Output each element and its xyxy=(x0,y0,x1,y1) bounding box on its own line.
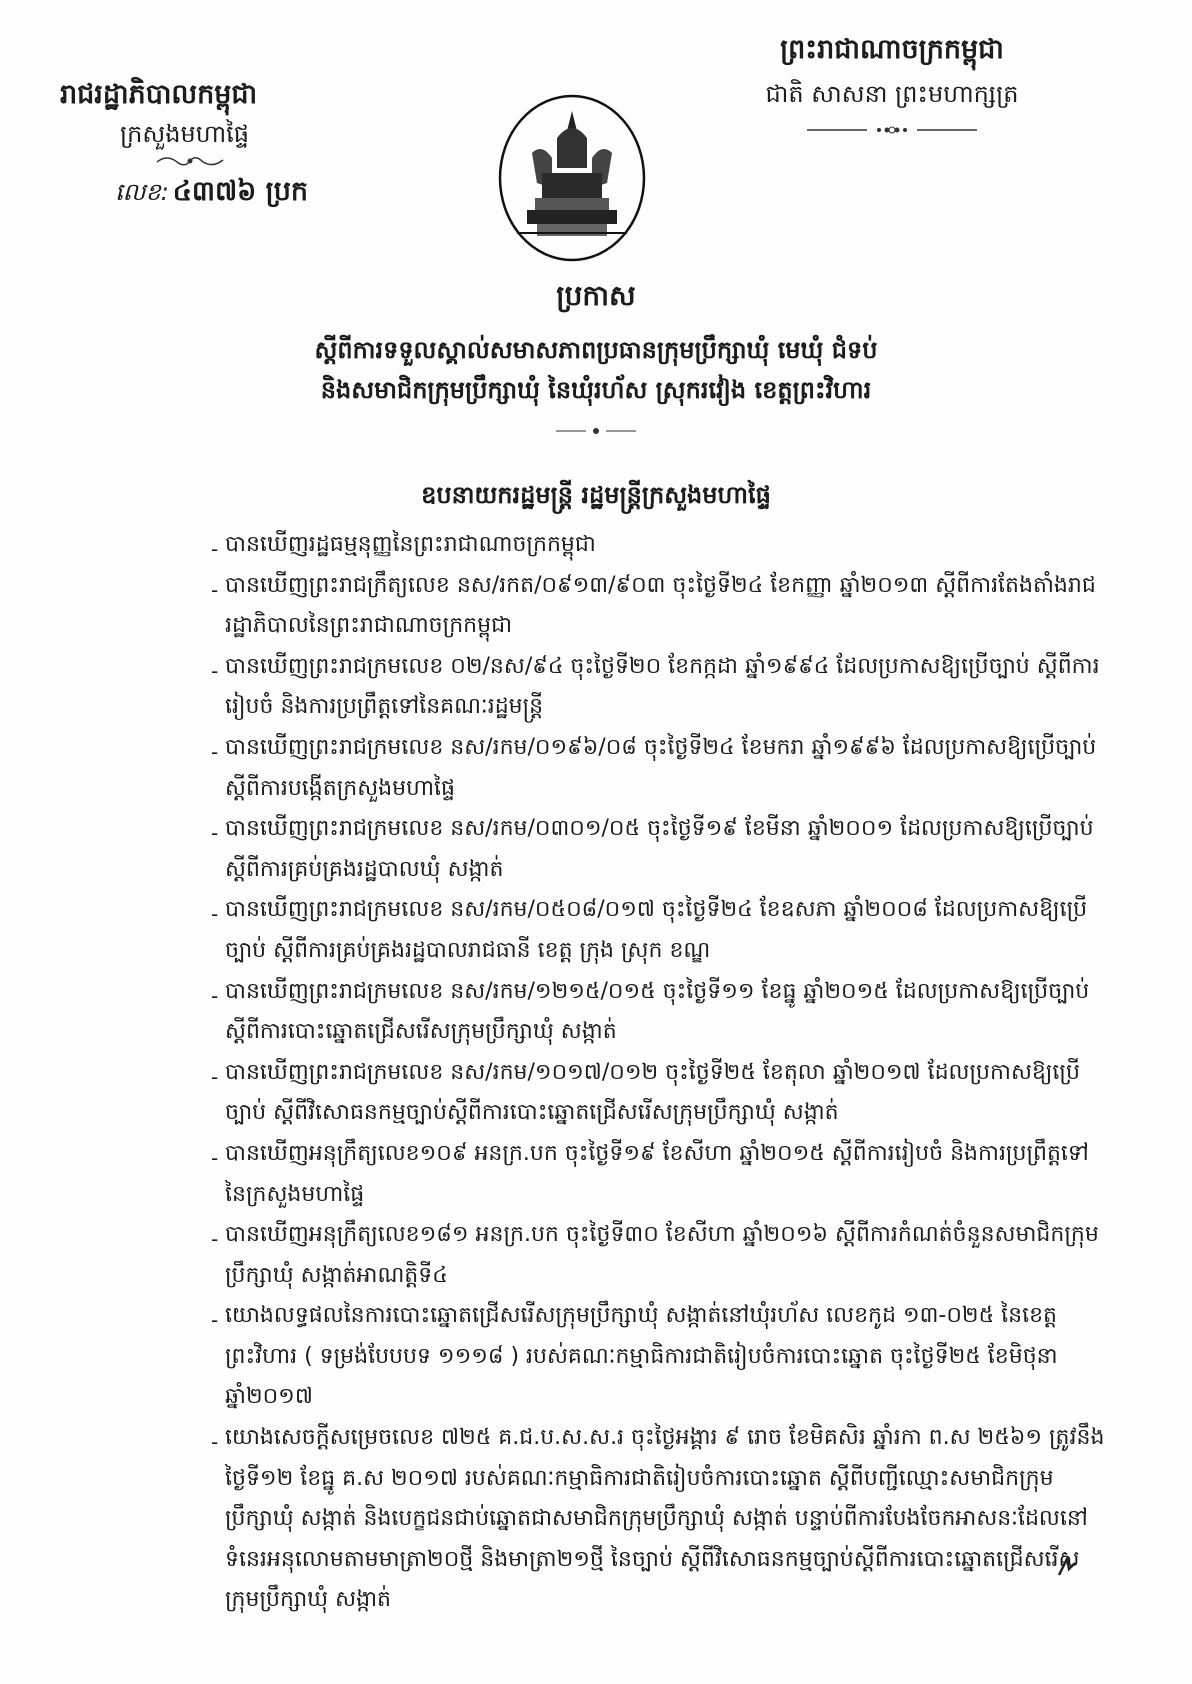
list-item: - យោងលទ្ធផលនៃការបោះឆ្នោតជ្រើសរើសក្រុមប្រឹក្សាឃុំ សង្កាត់នៅឃុំរហ័ស លេខកូដ ១៣-០២៥ នៃខេត្តព្រះវិហារ ( ទម្រង់បែបបទ ១១១៨ ) របស់គណៈកម្មាធិការជាតិរៀបចំការបោះឆ្នោត ចុះថ្ងៃទី២៥ ខែមិថុនា ឆ្នាំ២០១៧ xyxy=(225,1296,1105,1418)
list-item: - បានឃើញព្រះរាជក្រមលេខ នស/រកម/១០១៧/០១២ ចុះថ្ងៃទី២៥ ខែតុលា ឆ្នាំ២០១៧ ដែលប្រកាសឱ្យប្រើច្បាប់ ស្តីពីវិសោធនកម្មច្បាប់ស្តីពីការបោះឆ្នោតជ្រើសរើសក្រុមប្រឹក្សាឃុំ សង្កាត់ xyxy=(225,1053,1105,1134)
document-type: ប្រកាស xyxy=(556,279,636,312)
list-item: - បានឃើញព្រះរាជក្រឹត្យលេខ នស/រកត/០៩១៣/៩០៣ ចុះថ្ងៃទី២៤ ខែកញ្ញា ឆ្នាំ២០១៣ ស្តីពីការតែងតាំងរាជរដ្ឋាភិបាលនៃព្រះរាជាណាចក្រកម្ពុជា xyxy=(225,566,1105,647)
ministry-name: ក្រសួងមហាផ្ទៃ xyxy=(120,120,250,148)
reference-number: ៤៣៧៦ ប្រក xyxy=(172,176,308,207)
list-item: - បានឃើញព្រះរាជក្រមលេខ នស/រកម/១២១៥/០១៥ ចុះថ្ងៃទី១១ ខែធ្នូ ឆ្នាំ២០១៥ ដែលប្រកាសឱ្យប្រើច្បាប់ ស្តីពីការបោះឆ្នោតជ្រើសរើសក្រុមប្រឹក្សាឃុំ សង្កាត់ xyxy=(225,972,1105,1053)
list-item: - បានឃើញព្រះរាជក្រមលេខ នស/រកម/០៥០៨/០១៧ ចុះថ្ងៃទី២៤ ខែឧសភា ឆ្នាំ២០០៨ ដែលប្រកាសឱ្យប្រើច្បាប់ ស្តីពីការគ្រប់គ្រងរដ្ឋបាលរាជធានី ខេត្ត ក្រុង ស្រុក ខណ្ឌ xyxy=(225,890,1105,971)
divider-ornament-icon xyxy=(556,426,636,436)
list-item: - បានឃើញព្រះរាជក្រមលេខ នស/រកម/០១៩៦/០៨ ចុះថ្ងៃទី២៤ ខែមករា ឆ្នាំ១៩៩៦ ដែលប្រកាសឱ្យប្រើច្បាប់ ស្តីពីការបង្កើតក្រសួងមហាផ្ទៃ xyxy=(225,728,1105,809)
preamble-list xyxy=(225,525,1105,1621)
reference-label: លេខ: xyxy=(115,178,169,206)
list-item: - បានឃើញព្រះរាជក្រមលេខ នស/រកម/០៣០១/០៥ ចុះថ្ងៃទី១៩ ខែមីនា ឆ្នាំ២០០១ ដែលប្រកាសឱ្យប្រើច្បាប់ ស្តីពីការគ្រប់គ្រងរដ្ឋបាលឃុំ សង្កាត់ xyxy=(225,809,1105,890)
ministry-header xyxy=(60,75,320,212)
list-item: - យោងសេចក្តីសម្រេចលេខ ៧២៥ គ.ជ.ប.ស.ស.រ ចុះថ្ងៃអង្គារ ៩ រោច ខែមិគសិរ ឆ្នាំរកា ព.ស ២៥៦១ ត្រូវនឹងថ្ងៃទី១២ ខែធ្នូ គ.ស ២០១៧ របស់គណៈកម្មាធិការជាតិរៀបចំការបោះឆ្នោត ស្តីពីបញ្ជីឈ្មោះសមាជិកក្រុមប្រឹក្សាឃុំ សង្កាត់ និងបេក្ខជនជាប់ឆ្នោតជាសមាជិកក្រុមប្រឹក្សាឃុំ សង្កាត់ បន្ទាប់ពីការបែងចែកអាសនៈដែលនៅទំនេរអនុលោមតាមមាត្រា២០ថ្មី និងមាត្រា២១ថ្មី នៃច្បាប់ ស្តីពីវិសោធនកម្មច្បាប់ស្តីពីការបោះឆ្នោតជ្រើសរើសក្រុមប្រឹក្សាឃុំ សង្កាត់ xyxy=(225,1418,1105,1621)
ornament-divider-icon xyxy=(807,124,977,136)
reference-line xyxy=(115,172,320,212)
list-item: - បានឃើញរដ្ឋធម្មនុញ្ញនៃព្រះរាជាណាចក្រកម្ពុជា xyxy=(225,525,1105,566)
ornament-small-icon xyxy=(155,154,225,168)
national-motto: ជាតិ សាសនា ព្រះមហាក្សត្រ xyxy=(765,80,1019,108)
issuer-title: ឧបនាយករដ្ឋមន្ត្រី រដ្ឋមន្ត្រីក្រសួងមហាផ្ទៃ xyxy=(421,481,771,509)
list-item: - បានឃើញព្រះរាជក្រមលេខ ០២/នស/៩៤ ចុះថ្ងៃទី២០ ខែកក្កដា ឆ្នាំ១៩៩៤ ដែលប្រកាសឱ្យប្រើច្បាប់ ស្តីពីការរៀបចំ និងការប្រព្រឹត្តទៅនៃគណៈរដ្ឋមន្ត្រី xyxy=(225,647,1105,728)
list-item: - បានឃើញអនុក្រឹត្យលេខ១៨១ អនក្រ.បក ចុះថ្ងៃទី៣០ ខែសីហា ឆ្នាំ២០១៦ ស្តីពីការកំណត់ចំនួនសមាជិកក្រុមប្រឹក្សាឃុំ សង្កាត់អាណត្តិទី៤ xyxy=(225,1215,1105,1296)
subject-line-1: ស្តីពីការទទួលស្គាល់សមាសភាពប្រធានក្រុមប្រឹក្សាឃុំ មេឃុំ ជំទប់ xyxy=(314,336,878,364)
royal-emblem-icon xyxy=(497,93,647,263)
government-name: រាជរដ្ឋាភិបាលកម្ពុជា xyxy=(60,79,258,110)
initial-mark-icon xyxy=(1055,1555,1079,1579)
kingdom-name: ព្រះរាជាណាចក្រកម្ពុជា xyxy=(780,34,1004,65)
list-item: - បានឃើញអនុក្រឹត្យលេខ១០៩ អនក្រ.បក ចុះថ្ងៃទី១៩ ខែសីហា ឆ្នាំ២០១៥ ស្តីពីការរៀបចំ និងការប្រព្រឹត្តទៅនៃក្រសួងមហាផ្ទៃ xyxy=(225,1134,1105,1215)
title-divider xyxy=(0,425,1192,440)
subject-line-2: និងសមាជិកក្រុមប្រឹក្សាឃុំ នៃឃុំរហ័ស ស្រុករវៀង ខេត្តព្រះវិហារ xyxy=(320,376,872,404)
kingdom-header xyxy=(762,30,1022,136)
